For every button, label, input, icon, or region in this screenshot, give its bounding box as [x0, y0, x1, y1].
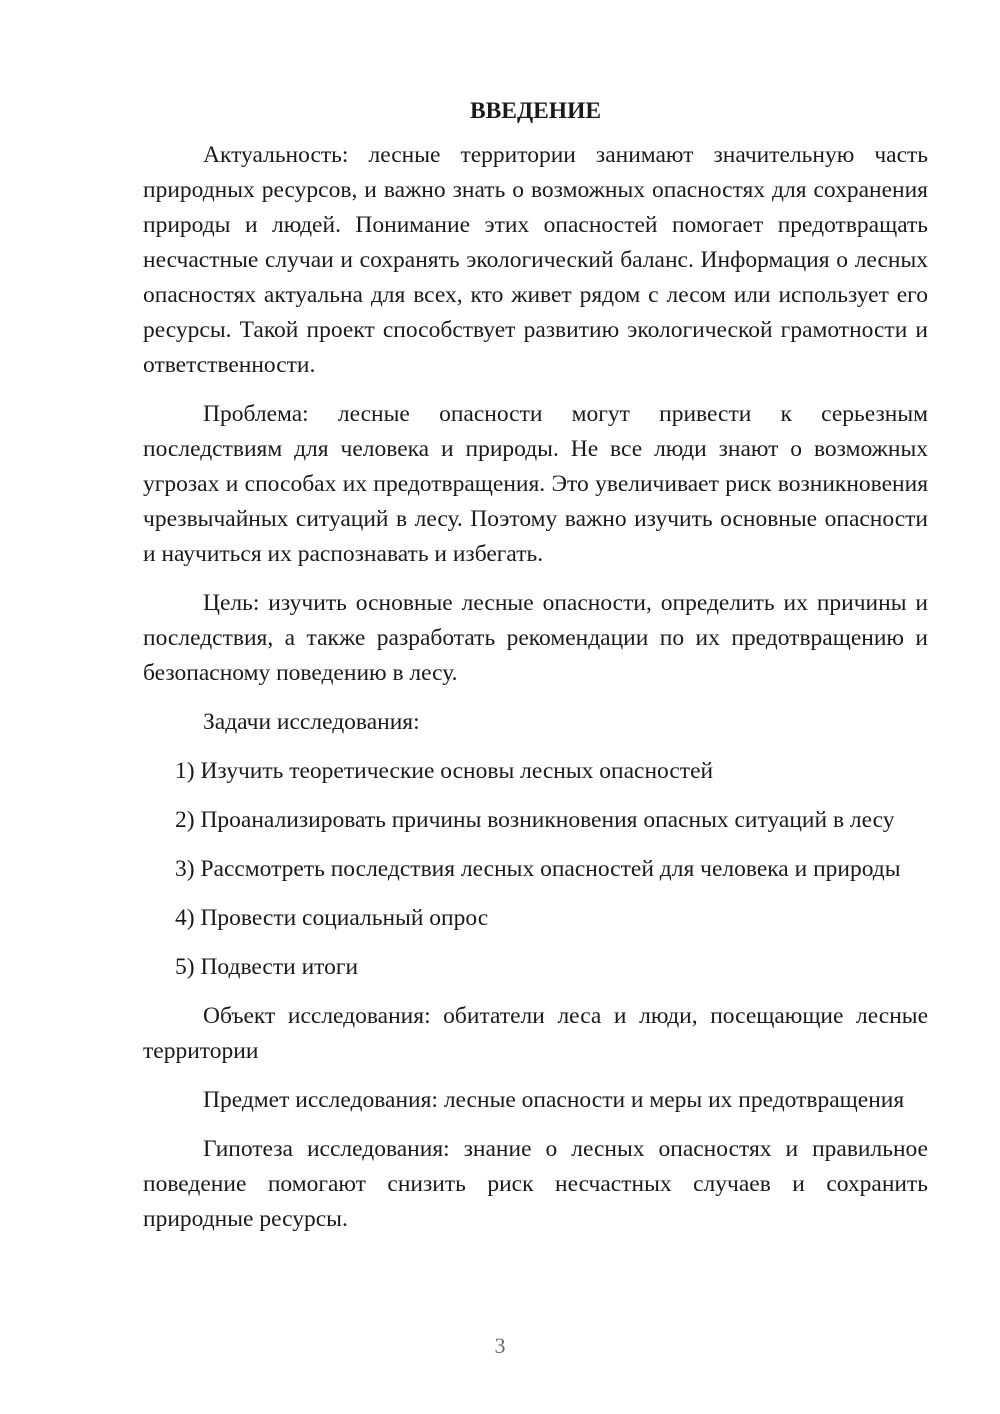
- page-content: [143, 95, 928, 1251]
- paragraph-problem: Проблема: лесные опасности могут привести к серьезным последствиям для человека и природы. Не все люди знают о возможных угрозах и способах их предотвращения. Это увеличивает риск возникновения чрезвычайных ситуаций в лесу. Поэтому важно изучить основные опасности и научиться их распознавать и избегать.: [143, 401, 928, 567]
- task-item-5: 5) Подвести итоги: [175, 954, 359, 980]
- paragraph-object: Объект исследования: обитатели леса и люди, посещающие лесные территории: [143, 1003, 928, 1064]
- paragraph-relevance: Актуальность: лесные территории занимают значительную часть природных ресурсов, и важно знать о возможных опасностях для сохранения природы и людей. Понимание этих опасностей помогает предотвращать несчастные случаи и сохранять экологический баланс. Информация о лесных опасностях актуальна для всех, кто живет рядом с лесом или использует его ресурсы. Такой проект способствует развитию экологической грамотности и ответственности.: [143, 142, 928, 378]
- paragraph-hypothesis: Гипотеза исследования: знание о лесных опасностях и правильное поведение помогают снизить риск несчастных случаев и сохранить природные ресурсы.: [143, 1136, 928, 1232]
- task-item-4: 4) Провести социальный опрос: [175, 905, 489, 931]
- task-item-3: 3) Рассмотреть последствия лесных опасностей для человека и природы: [175, 856, 901, 882]
- page-number: 3: [494, 1333, 506, 1358]
- section-title: ВВЕДЕНИЕ: [469, 98, 602, 124]
- tasks-heading: Задачи исследования:: [203, 709, 420, 735]
- paragraph-subject: Предмет исследования: лесные опасности и меры их предотвращения: [203, 1087, 905, 1113]
- task-item-1: 1) Изучить теоретические основы лесных опасностей: [175, 758, 714, 784]
- task-item-2: 2) Проанализировать причины возникновения опасных ситуаций в лесу: [175, 807, 895, 833]
- paragraph-goal: Цель: изучить основные лесные опасности, определить их причины и последствия, а также разработать рекомендации по их предотвращению и безопасному поведению в лесу.: [143, 590, 928, 686]
